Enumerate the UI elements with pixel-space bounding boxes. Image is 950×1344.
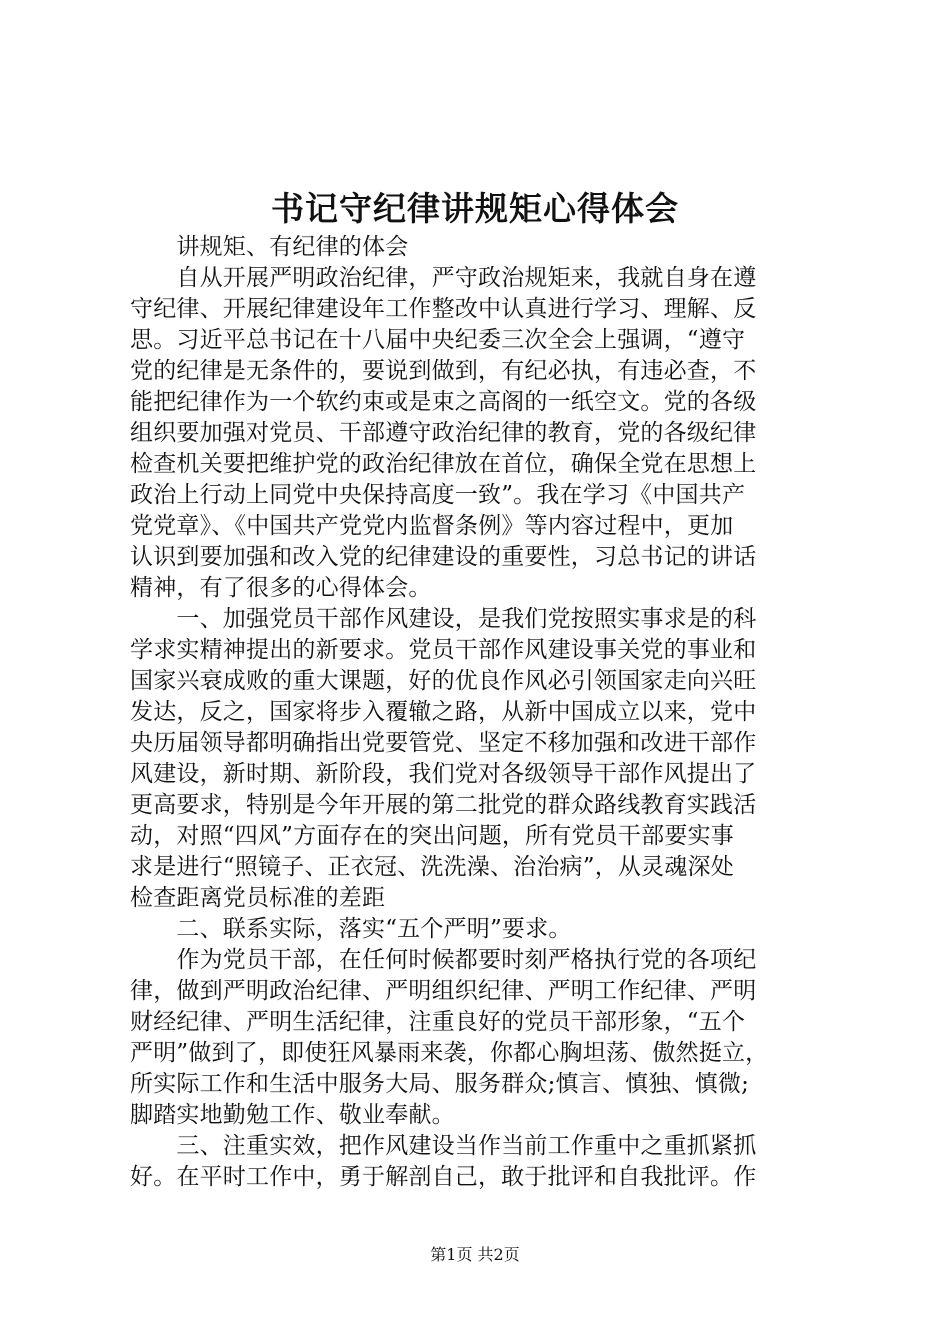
document-title: 书记守纪律讲规矩心得体会 [271, 189, 679, 228]
text-line: 学求实精神提出的新要求。党员干部作风建设事关党的事业和 [130, 637, 757, 663]
text-line: 讲规矩、有纪律的体会 [130, 234, 409, 260]
text-line: 作为党员干部，在任何时候都要时刻严格执行党的各项纪 [130, 947, 757, 973]
text-line: 严明”做到了，即使狂风暴雨来袭，你都心胸坦荡、傲然挺立， [130, 1040, 769, 1066]
text-line: 三、注重实效，把作风建设当作当前工作重中之重抓紧抓 [130, 1133, 757, 1159]
text-line: 二、联系实际，落实“五个严明”要求。 [130, 916, 572, 942]
text-line: 所实际工作和生活中服务大局、服务群众;慎言、慎独、慎微; [130, 1071, 750, 1097]
text-line: 思。习近平总书记在十八届中央纪委三次全会上强调，“遵守 [130, 327, 746, 353]
text-line: 检查距离党员标准的差距 [130, 885, 386, 911]
page-footer: 第1页 共2页 [430, 1245, 520, 1264]
text-line: 能把纪律作为一个软约束或是束之高阁的一纸空文。党的各级 [130, 389, 757, 415]
text-line: 律，做到严明政治纪律、严明组织纪律、严明工作纪律、严明 [130, 978, 757, 1004]
document-body [130, 232, 830, 1193]
text-line: 更高要求，特别是今年开展的第二批党的群众路线教育实践活 [130, 792, 757, 818]
text-line: 动，对照“四风”方面存在的突出问题，所有党员干部要实事 [130, 823, 734, 849]
text-line: 党党章》、《中国共产党党内监督条例》等内容过程中，更加 [130, 513, 734, 539]
text-line: 央历届领导都明确指出党要管党、坚定不移加强和改进干部作 [130, 730, 757, 756]
text-line: 风建设，新时期、新阶段，我们党对各级领导干部作风提出了 [130, 761, 757, 787]
text-line: 一、加强党员干部作风建设，是我们党按照实事求是的科 [130, 606, 757, 632]
text-line: 国家兴衰成败的重大课题，好的优良作风必引领国家走向兴旺 [130, 668, 757, 694]
text-line: 求是进行“照镜子、正衣冠、洗洗澡、治治病”，从灵魂深处 [130, 854, 734, 880]
text-line: 自从开展严明政治纪律，严守政治规矩来，我就自身在遵 [130, 265, 757, 291]
text-line: 党的纪律是无条件的，要说到做到，有纪必执，有违必查，不 [130, 358, 757, 384]
text-line: 财经纪律、严明生活纪律，注重良好的党员干部形象，“五个 [130, 1009, 746, 1035]
text-line: 组织要加强对党员、干部遵守政治纪律的教育，党的各级纪律 [130, 420, 757, 446]
text-line: 精神，有了很多的心得体会。 [130, 575, 432, 601]
text-line: 发达，反之，国家将步入覆辙之路，从新中国成立以来，党中 [130, 699, 757, 725]
text-line: 政治上行动上同党中央保持高度一致”。我在学习《中国共产 [130, 482, 746, 508]
text-line: 脚踏实地勤勉工作、敬业奉献。 [130, 1102, 455, 1128]
text-line: 守纪律、开展纪律建设年工作整改中认真进行学习、理解、反 [130, 296, 757, 322]
text-line: 好。在平时工作中，勇于解剖自己，敢于批评和自我批评。作 [130, 1164, 757, 1190]
text-line: 认识到要加强和改入党的纪律建设的重要性，习总书记的讲话 [130, 544, 757, 570]
text-line: 检查机关要把维护党的政治纪律放在首位，确保全党在思想上 [130, 451, 757, 477]
